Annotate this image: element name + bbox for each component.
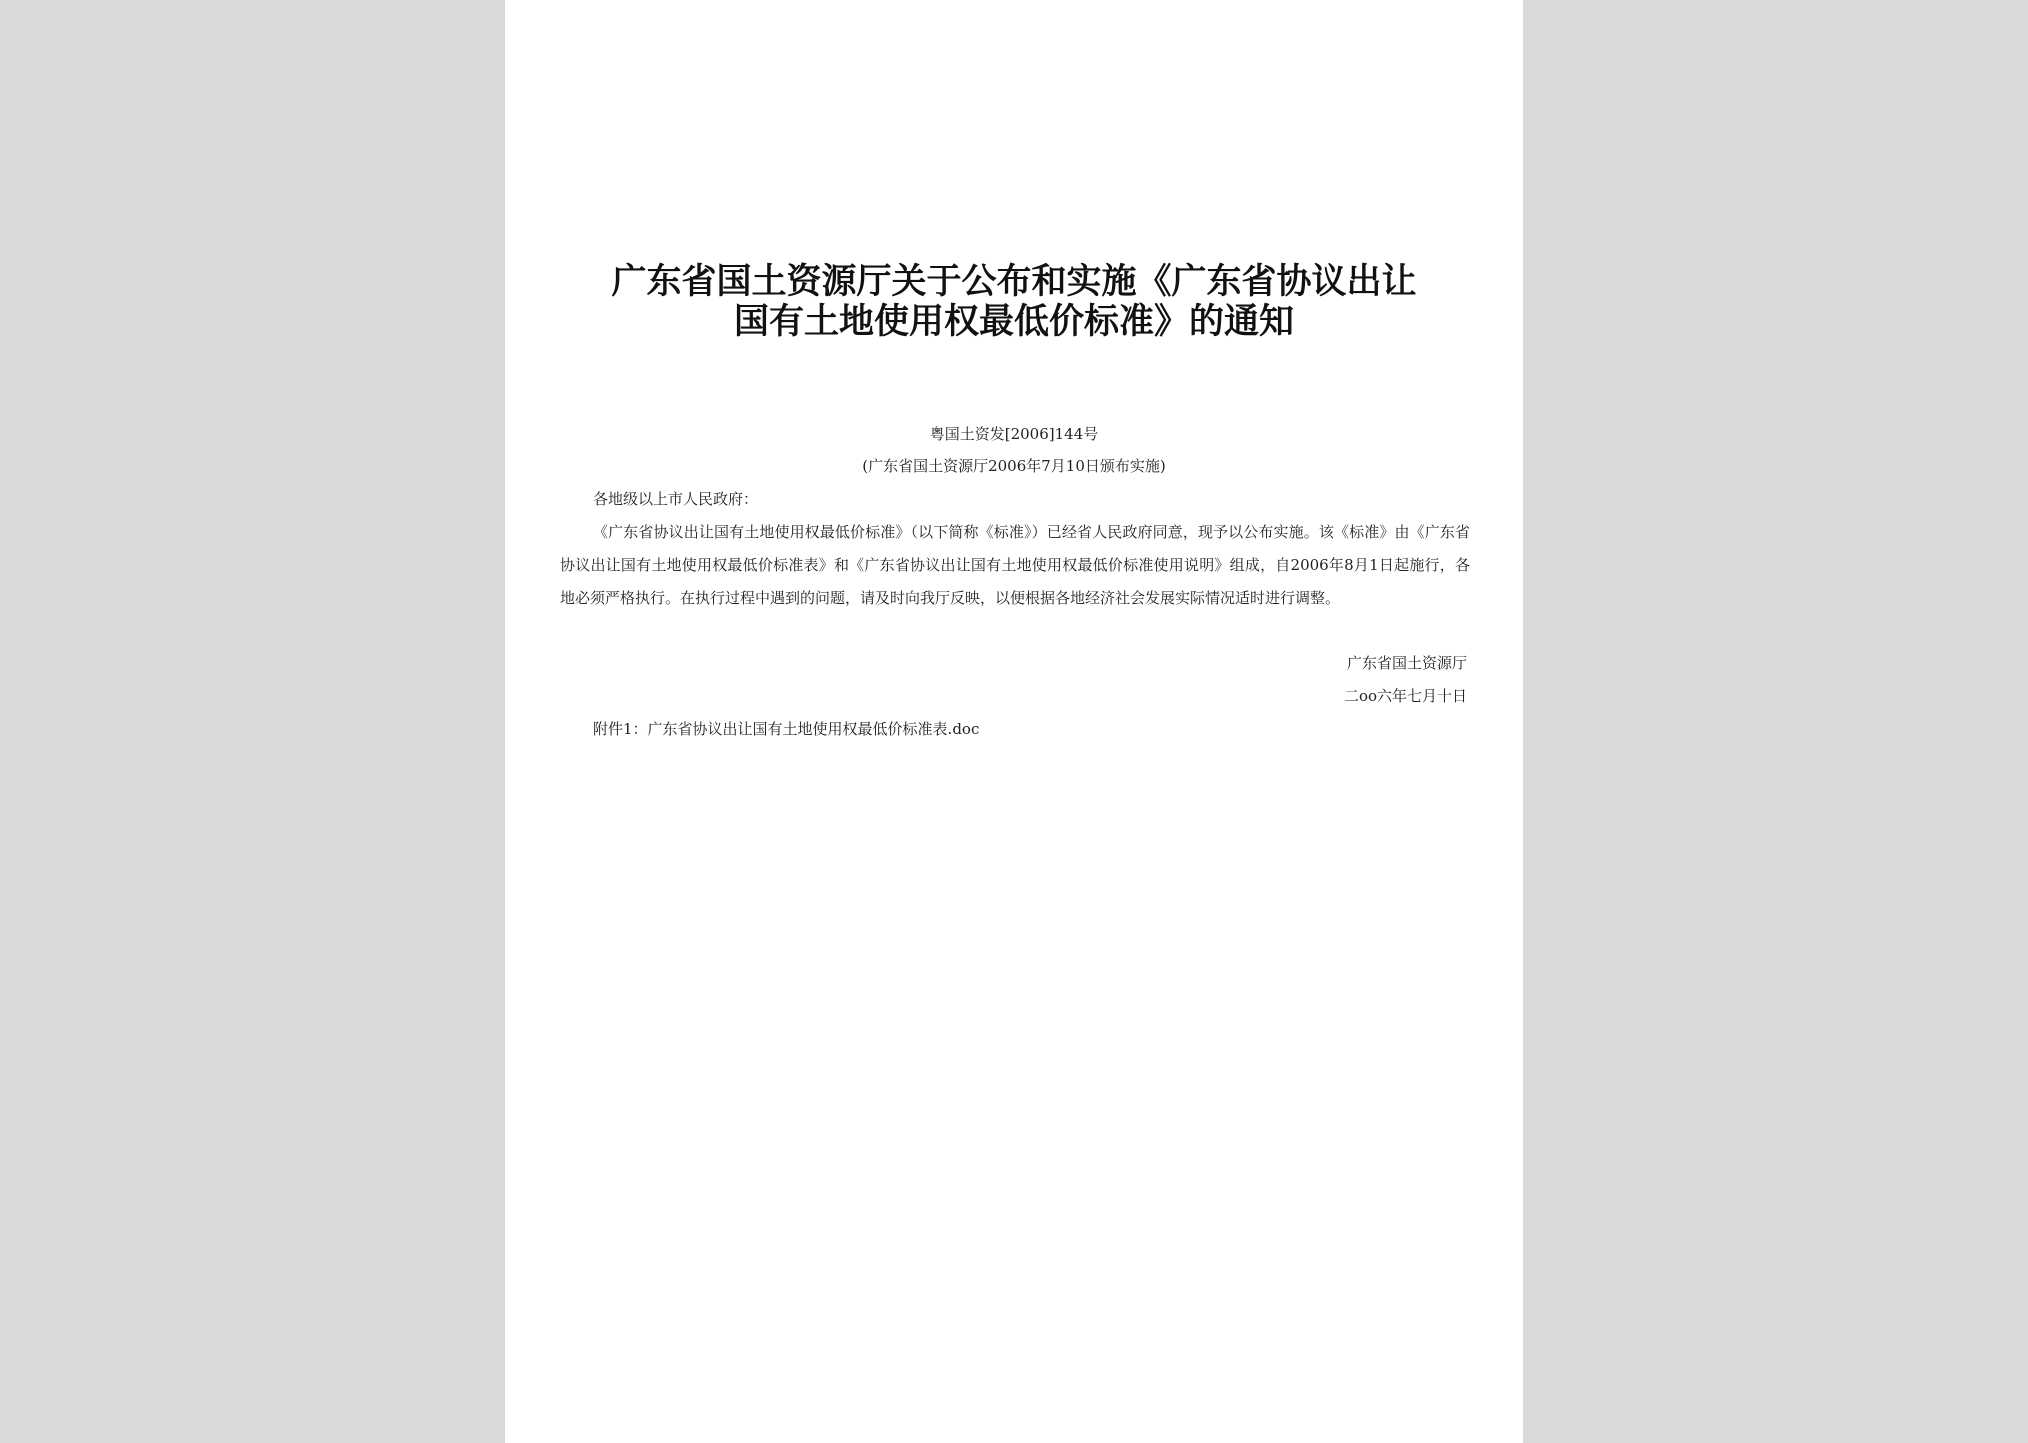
body-paragraph: 《广东省协议出让国有土地使用权最低价标准》（以下简称《标准》）已经省人民政府同意，现予以公布实施。该《标准》由《广东省协议出让国有土地使用权最低价标准表》和《广东省协议出让国有土地使用权最低价标准使用说明》组成，自2006年8月1日起施行，各地必须严格执行。在执行过程中遇到的问题，请及时向我厅反映，以便根据各地经济社会发展实际情况适时进行调整。 <box>560 523 1470 607</box>
signature-date: 二oo六年七月十日 <box>1343 687 1467 705</box>
issue-info: (广东省国土资源厅2006年7月10日颁布实施) <box>862 457 1166 475</box>
document-page <box>505 0 1523 1443</box>
document-title <box>565 262 1463 342</box>
salutation: 各地级以上市人民政府： <box>593 490 759 508</box>
document-title-line-1: 广东省国土资源厅关于公布和实施《广东省协议出让 <box>611 261 1417 302</box>
attachment-link[interactable]: 附件1：广东省协议出让国有土地使用权最低价标准表.doc <box>593 720 980 738</box>
signature-organization: 广东省国土资源厅 <box>1346 654 1467 672</box>
document-title-line-2: 国有土地使用权最低价标准》的通知 <box>733 301 1294 342</box>
document-number: 粤国土资发[2006]144号 <box>929 425 1099 443</box>
